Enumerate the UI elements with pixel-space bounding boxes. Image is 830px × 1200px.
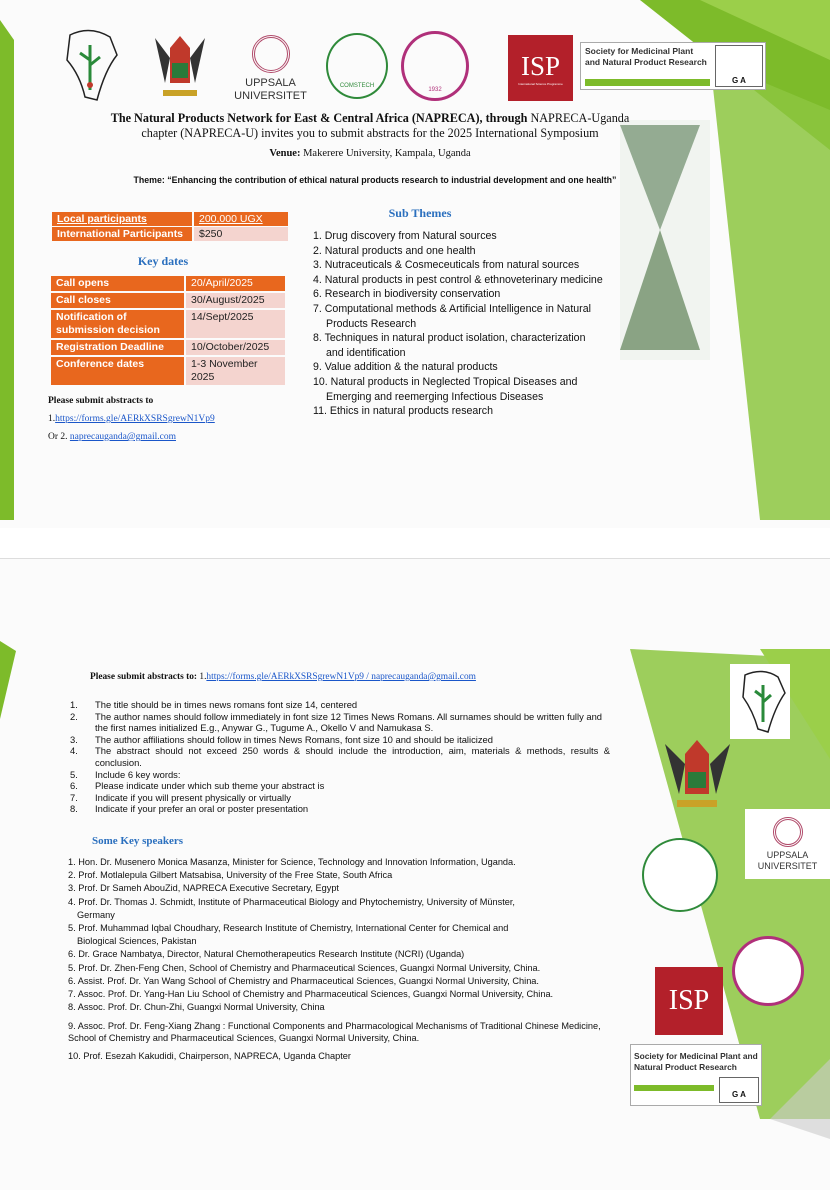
list-item: 2. The author names should follow immediately in font size 12 Times News Romans. All surnames should be written fully and the first names initialized E.g., Anywar G., Tugume A., Okello V and Namukasa S. [70,710,603,734]
list-item: Biological Sciences, Pakistan [77,936,197,947]
comstech-logo [640,837,720,913]
theme: Theme: “Enhancing the contribution of ethical natural products research to industrial development and one health” [133,175,617,185]
submit-option-2: Or 2. naprecauganda@gmail.com [48,432,176,442]
guangxi-normal-university-logo [730,935,805,1007]
list-item: 8. Assoc. Prof. Dr. Chun-Zhi, Guangxi Normal University, China [68,1002,325,1013]
napreca-logo [55,25,125,105]
submission-email-link[interactable]: naprecauganda@gmail.com [69,432,176,442]
sub-themes-list [313,229,633,419]
makerere-logo [655,734,740,814]
intro-text: The Natural Products Network for East & Central Africa (NAPRECA), through NAPRECA-Uganda chapter (NAPRECA-U) invites you to submit abstracts for the 2025 International Symposium [110,111,630,140]
list-item: 8. Techniques in natural product isolation, characterization [313,332,586,345]
guangxi-normal-university-logo: 1932 [400,30,470,102]
napreca-logo [730,664,790,739]
list-item: 3. The author affiliations should follow in times News Romans, font size 10 and should be italicized [70,733,493,745]
submission-form-link[interactable]: https://forms.gle/AERkXSRSgrewN1Vp9 [55,414,215,424]
list-item: 3. Nutraceuticals & Cosmeceuticals from natural sources [313,259,580,272]
list-item: 10. Prof. Esezah Kakudidi, Chairperson, NAPRECA, Uganda Chapter [68,1051,351,1062]
list-item: 7. Computational methods & Artificial Intelligence in Natural [313,302,591,315]
list-item: 4. Prof. Dr. Thomas J. Schmidt, Institute of Pharmaceutical Biology and Phytochemistry, University of Münster, [68,896,515,907]
list-item: 6. Dr. Grace Nambatya, Director, Natural Chemotherapeutics Research Institute (NCRI) (Uganda) [68,949,465,960]
list-item: 5. Include 6 key words: [70,768,181,780]
uppsala-logo: UPPSALA UNIVERSITET [228,30,313,108]
submit-line: Please submit abstracts to: 1.https://forms.gle/AERkXSRSgrewN1Vp9 / naprecauganda@gmail.com [90,672,476,682]
list-item: 6. Research in biodiversity conservation [313,288,501,301]
poster-page-2 [0,558,830,1190]
list-item: 5. Prof. Dr. Zhen-Feng Chen, School of Chemistry and Pharmaceutical Sciences, Guangxi Normal University, China. [68,962,541,973]
requirements-list [70,699,610,815]
submit-option-1: 1.https://forms.gle/AERkXSRSgrewN1Vp9 [48,414,215,424]
list-item: 1. Hon. Dr. Musenero Monica Masanza, Minister for Science, Technology and Innovation Information, Uganda. [68,857,516,867]
list-item: 5. Prof. Muhammad Iqbal Choudhary, Research Institute of Chemistry, International Center for Chemical and [68,923,509,934]
poster-page-1 [0,0,830,528]
list-item: 7. Assoc. Prof. Dr. Yang-Han Liu School of Chemistry and Pharmaceutical Sciences, Guangxi Normal University, China. [68,989,554,1000]
submission-links[interactable]: https://forms.gle/AERkXSRSgrewN1Vp9 / naprecauganda@gmail.com [206,672,476,682]
isp-logo: ISP [655,967,723,1035]
list-item: 9. Assoc. Prof. Dr. Feng-Xiang Zhang : Functional Components and Pharmacological Mechanisms of Traditional Chinese Medicine, School of Chemistry and Pharmaceutical Sciences, Guangxi Normal University, China. [68,1021,601,1044]
society-logo: Society for Medicinal Plant and Natural Product Research G A [580,42,766,90]
list-item: Germany [77,909,115,920]
makerere-logo [145,28,215,103]
key-dates-heading: Key dates [137,254,189,268]
isp-logo: ISP International Science Programme [508,35,573,101]
list-item: 11. Ethics in natural products research [313,405,493,418]
list-item: 7. Indicate if you will present physically or virtually [70,791,291,803]
society-logo: Society for Medicinal Plant and Natural Product Research G A [630,1044,762,1106]
list-item: 6. Please indicate under which sub theme your abstract is [70,780,325,792]
speakers-list [68,856,608,1064]
list-item: Emerging and reemerging Infectious Diseases [326,390,544,403]
list-item: 9. Value addition & the natural products [313,361,498,374]
key-speakers-heading: Some Key speakers [92,835,184,847]
uppsala-logo: UPPSALA UNIVERSITET [745,809,830,879]
list-item: 6. Assist. Prof. Dr. Yan Wang School of Chemistry and Pharmaceutical Sciences, Guangxi Normal University, China. [68,975,539,986]
list-item: 4. Natural products in pest control & ethnoveterinary medicine [313,273,603,286]
list-item: 4. The abstract should not exceed 250 words & should include the introduction, aim, materials & methods, results & conclusion. [70,745,610,768]
comstech-logo: COMSTECH [325,32,389,100]
list-item: and identification [326,346,406,359]
list-item: 1. The title should be in times news romans font size 14, centered [70,699,358,710]
list-item: 3. Prof. Dr Sameh AbouZid, NAPRECA Executive Secretary, Egypt [68,883,339,894]
list-item: 2. Natural products and one health [313,244,476,257]
submit-heading: Please submit abstracts to [48,396,154,406]
list-item: 8. Indicate if your prefer an oral or poster presentation [70,803,309,815]
list-item: Products Research [326,317,417,330]
sub-themes-heading: Sub Themes [388,206,452,220]
list-item: 10. Natural products in Neglected Tropical Diseases and [313,375,578,388]
list-item: 2. Prof. Motlalepula Gilbert Matsabisa, University of the Free State, South Africa [68,870,393,881]
fees-table: Local participants 200,000 UGX International Participants $250 [50,211,290,242]
list-item: 1. Drug discovery from Natural sources [313,230,497,242]
key-dates-table: Call opens 20/April/2025 Call closes 30/August/2025 Notification of submission decision 14/Sept/2025 Registration Deadline 10/October/2025 Conference dates 1-3 November 2025 [49,274,287,387]
venue: Venue: Makerere University, Kampala, Uganda [269,148,471,159]
